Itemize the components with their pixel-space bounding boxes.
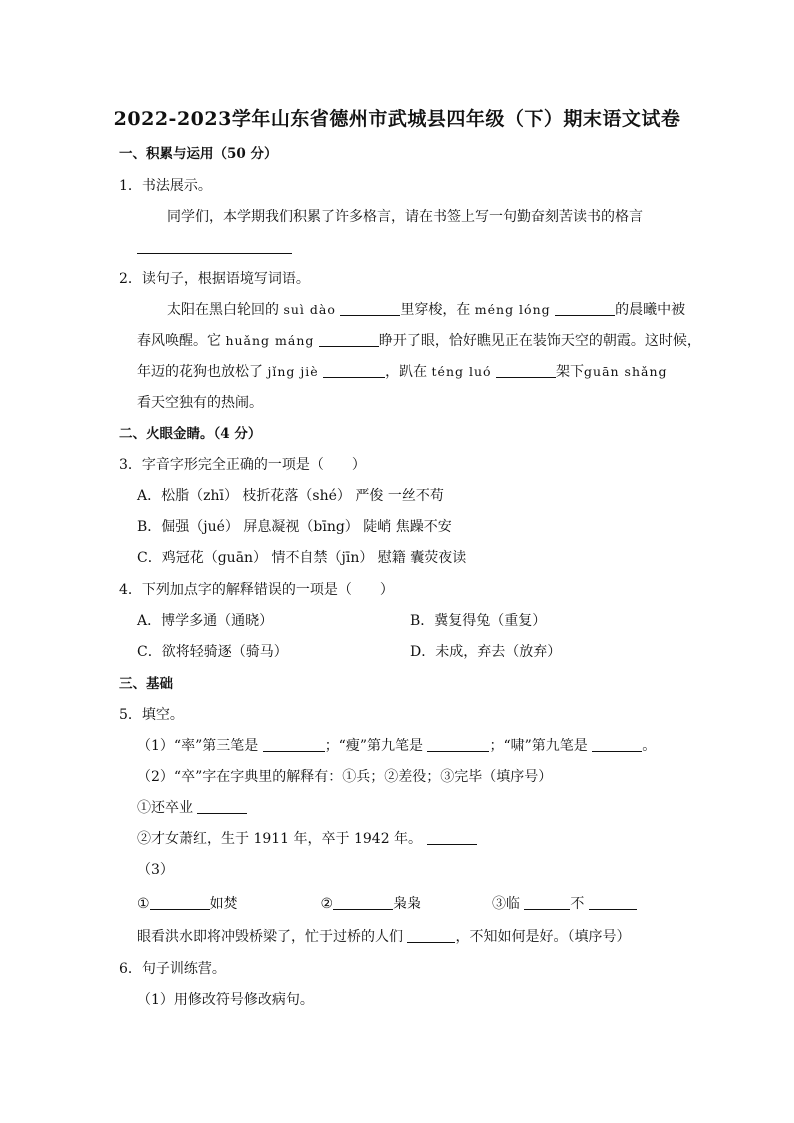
- q4-option-a[interactable]: A．博学多通（通晓）: [137, 613, 274, 629]
- q4-option-c[interactable]: C．欲将轻骑逐（骑马）: [137, 644, 288, 660]
- pinyin-tengluo: téng luó: [431, 364, 492, 379]
- q2-line-3: [137, 362, 668, 382]
- q5-text: （1）“率”第三笔是: [137, 738, 259, 754]
- q6-stem: 6．句子训练营。: [119, 961, 226, 977]
- q3-option-b[interactable]: B．倔强（jué） 屏息凝视（bīng） 陡峭 焦躁不安: [137, 519, 452, 535]
- q4-option-b[interactable]: B．冀复得兔（重复）: [410, 613, 547, 629]
- pinyin-jingjie: jǐng jiè: [267, 364, 319, 379]
- answer-blank[interactable]: [592, 737, 642, 752]
- q5-part-2: （2）“卒”字在字典里的解释有：①兵；②差役；③完毕（填序号）: [137, 769, 553, 785]
- q6-part-1: （1）用修改符号修改病句。: [137, 992, 314, 1008]
- q3-stem: 3．字音字形完全正确的一项是（ ）: [119, 457, 366, 473]
- q2-stem: 2．读句子，根据语境写词语。: [119, 271, 310, 287]
- q4-option-d[interactable]: D．未成，弃去（放弃）: [410, 644, 562, 660]
- answer-blank[interactable]: [197, 799, 247, 814]
- q2-text: 睁开了眼，恰好瞧见正在装饰天空的朝霞。这时候，: [378, 333, 701, 349]
- q5-text: 眼看洪水即将冲毁桥梁了，忙于过桥的人们: [137, 929, 403, 945]
- q2-text: 里穿梭，在: [400, 302, 471, 318]
- q5-part-2-item-1: [137, 798, 247, 818]
- q5-part-3-options: [137, 894, 637, 914]
- answer-blank[interactable]: [263, 737, 325, 752]
- answer-blank[interactable]: [340, 301, 400, 316]
- answer-blank[interactable]: [589, 895, 637, 910]
- section-1-heading: 一、积累与运用（50 分）: [119, 146, 278, 162]
- answer-blank[interactable]: [319, 332, 379, 347]
- answer-blank[interactable]: [323, 363, 385, 378]
- q5-text: ；“啸”第九笔是: [489, 738, 588, 754]
- exam-title: 2022-2023学年山东省德州市武城县四年级（下）期末语文试卷: [113, 108, 681, 130]
- answer-blank[interactable]: [524, 895, 570, 910]
- q1-answer-blank[interactable]: [137, 238, 292, 258]
- q2-text: 太阳在黑白轮回的: [167, 302, 279, 318]
- q1-stem: 1．书法展示。: [119, 178, 212, 194]
- q1-body: 同学们，本学期我们积累了许多格言，请在书签上写一句勤奋刻苦读书的格言: [167, 209, 643, 225]
- q2-text: 年迈的花狗也放松了: [137, 364, 263, 380]
- q2-text: 春风唤醒。它: [137, 333, 221, 349]
- q2-line-4: 看天空独有的热闹。: [137, 395, 263, 411]
- q5-text: 。: [642, 738, 657, 754]
- answer-blank[interactable]: [427, 737, 489, 752]
- answer-blank[interactable]: [150, 895, 210, 910]
- q2-line-2: [137, 331, 701, 351]
- q4-stem: 4．下列加点字的解释错误的一项是（ ）: [119, 582, 394, 598]
- option-1: ① 如焚: [137, 896, 238, 912]
- q2-text: ，趴在: [385, 364, 428, 380]
- answer-blank[interactable]: [496, 363, 556, 378]
- q5-part-1: [137, 736, 656, 756]
- q5-part-3-sentence: [137, 927, 630, 947]
- pinyin-guanshang: guān shǎng: [584, 364, 668, 379]
- pinyin-suidao: suì dào: [283, 302, 336, 317]
- q2-text: 架下: [556, 364, 585, 380]
- q5-stem: 5．填空。: [119, 707, 184, 723]
- q3-option-c[interactable]: C．鸡冠花（ɡuān） 情不自禁（jīn） 慰籍 囊荧夜读: [137, 550, 467, 566]
- q5-text: ①还卒业: [137, 800, 193, 816]
- option-2: ② 枭枭: [320, 896, 422, 912]
- q2-line-1: [167, 300, 685, 320]
- q5-text: ；“瘦”第九笔是: [324, 738, 424, 754]
- answer-blank[interactable]: [333, 895, 393, 910]
- section-2-heading: 二、火眼金睛。（4 分）: [119, 426, 262, 442]
- option-3: ③临 不: [492, 896, 637, 912]
- q5-part-3: （3）: [137, 862, 174, 878]
- answer-blank[interactable]: [555, 301, 615, 316]
- q2-text: 的晨曦中被: [615, 302, 686, 318]
- section-3-heading: 三、基础: [119, 676, 173, 692]
- pinyin-huangmang: huǎng máng: [225, 333, 315, 348]
- q5-part-2-item-2: [137, 829, 477, 849]
- q3-option-a[interactable]: A．松脂（zhī） 枝折花落（shé） 严俊 一丝不苟: [137, 488, 444, 504]
- q5-text: ②才女萧红，生于 1911 年，卒于 1942 年。: [137, 831, 423, 847]
- q5-text: ，不知如何是好。（填序号）: [455, 929, 631, 945]
- answer-blank[interactable]: [407, 928, 455, 943]
- answer-blank[interactable]: [427, 830, 477, 845]
- pinyin-menglong: méng lóng: [474, 302, 551, 317]
